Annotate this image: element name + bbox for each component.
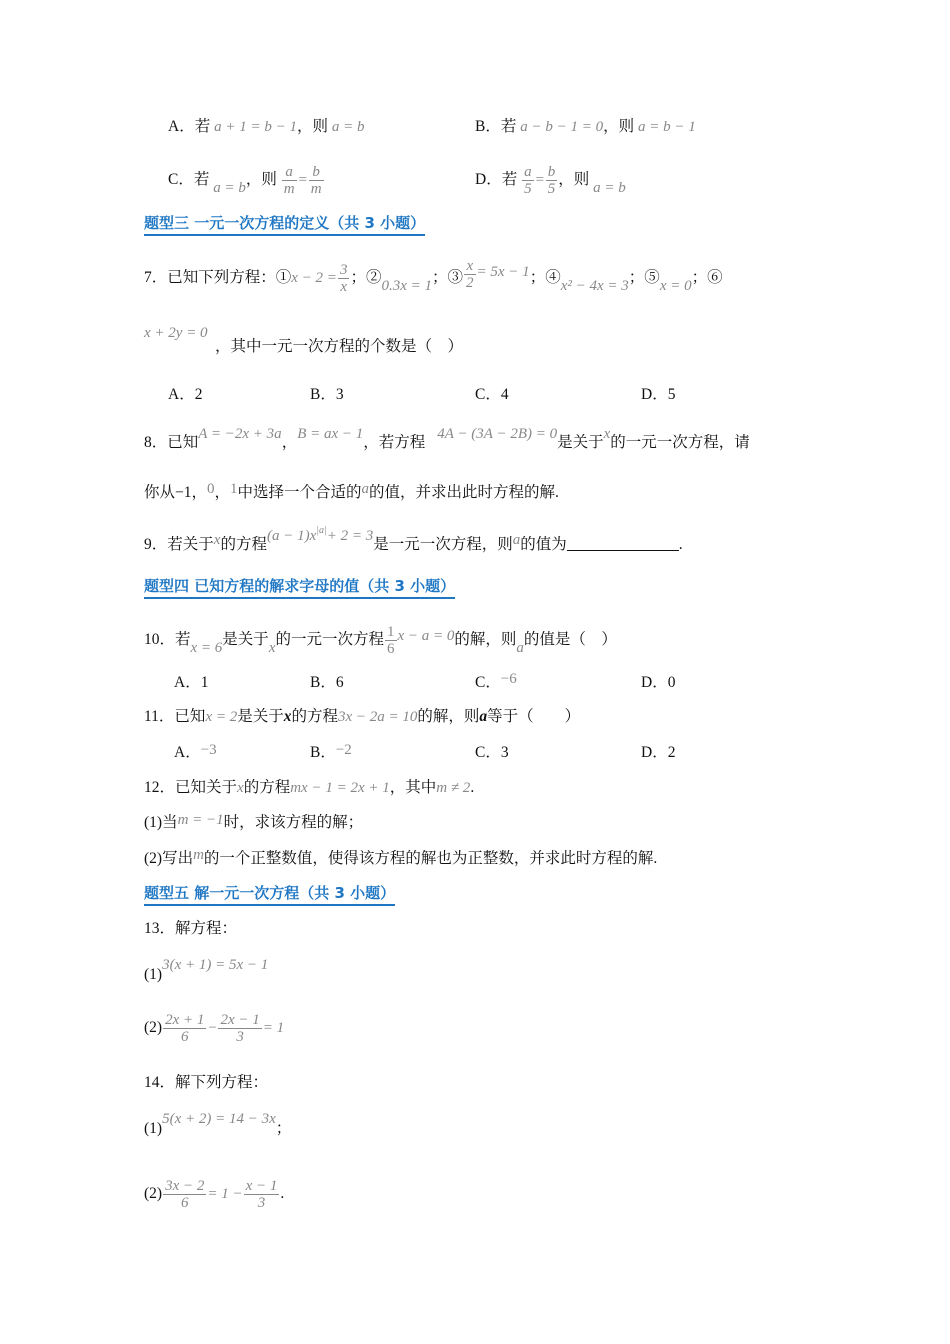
question-13-part-1: [144, 957, 269, 986]
math: 5(x + 2) = 14 − 3x: [162, 1111, 276, 1127]
math: x: [603, 426, 611, 442]
q6-option-a[interactable]: [168, 116, 364, 138]
math: x − a = 0: [397, 628, 455, 645]
text: 的方程: [243, 779, 291, 796]
option-label: D．: [475, 171, 502, 189]
text: ，则: [558, 171, 590, 189]
text: (2): [144, 1019, 163, 1037]
text: 12．已知关于: [144, 779, 238, 796]
separator: ；: [691, 269, 708, 287]
fraction-3-over-x: [338, 262, 350, 295]
option-label: B．: [310, 744, 336, 761]
option-label: A．: [174, 674, 201, 691]
q11-option-c[interactable]: [475, 742, 509, 764]
math: 1: [230, 481, 238, 497]
math: (a − 1)x: [266, 528, 317, 545]
math: 3(x + 1) = 5x − 1: [162, 957, 269, 973]
question-text: 7．已知下列方程：: [144, 269, 276, 287]
fraction-b-over-m: [309, 164, 324, 197]
text: 中选择一个合适的: [237, 484, 362, 501]
math-equation: a − b − 1 = 0: [520, 119, 604, 135]
separator: ；: [432, 269, 448, 287]
denominator: m: [283, 181, 295, 197]
q10-option-c[interactable]: [475, 672, 517, 694]
text: ；: [275, 1120, 292, 1137]
option-label: D．: [641, 744, 668, 761]
text: .: [280, 1185, 285, 1203]
math: x = 2: [205, 709, 238, 725]
text: (1)当: [144, 814, 178, 831]
numerator: 2x + 1: [165, 1012, 205, 1028]
q10-option-d[interactable]: [641, 672, 675, 694]
denominator: 5: [524, 181, 532, 197]
text: 时，求该方程的解；: [223, 814, 364, 831]
equals: =: [534, 172, 545, 189]
fraction-2x-plus-1-over-6: [163, 1012, 206, 1045]
question-9: [144, 525, 683, 556]
option-label: C．: [168, 171, 194, 189]
circled-6: ⑥: [707, 269, 723, 287]
text: 的值，并求出此时方程的解.: [369, 484, 559, 501]
math: 3x − 2a = 10: [338, 709, 418, 725]
math-bold: a: [479, 708, 488, 725]
math: x = 6: [190, 640, 223, 657]
option-value: 1: [200, 674, 209, 691]
text: 9．若关于: [144, 536, 214, 554]
numerator: 3: [339, 262, 348, 278]
equals: =: [297, 172, 308, 189]
math: B = ax − 1: [297, 426, 364, 442]
math: a: [512, 532, 521, 549]
question-12-part-2: [144, 848, 657, 870]
question-13-part-2: [144, 1012, 284, 1045]
text: 是关于: [237, 708, 284, 725]
option-label: A．: [168, 118, 195, 135]
math: A = −2x + 3a: [198, 426, 282, 442]
math: = 1: [262, 1020, 285, 1037]
numerator: x: [464, 258, 476, 275]
math: = 5x − 1: [476, 264, 530, 281]
text: ，则: [603, 118, 635, 135]
text: ，: [281, 434, 298, 451]
math: m ≠ 2: [436, 780, 471, 796]
question-12: [144, 777, 474, 799]
text: 的值为: [520, 536, 567, 554]
text: 你从−1，: [144, 484, 207, 501]
option-value: 3: [500, 744, 509, 761]
option-value: 2: [667, 744, 676, 761]
math-result: a = b − 1: [638, 119, 696, 135]
text: 的值是（ ）: [523, 631, 617, 649]
q11-option-b[interactable]: [310, 742, 352, 764]
question-11: [144, 706, 580, 728]
math: = 1 −: [207, 1186, 243, 1203]
math: x + 2y = 0: [144, 325, 208, 341]
text: 若: [193, 171, 210, 189]
option-value: −6: [500, 671, 517, 687]
denominator: 6: [180, 1195, 189, 1211]
text: 的解，则: [454, 631, 517, 649]
denominator: 6: [180, 1029, 189, 1045]
math: m = −1: [177, 812, 224, 828]
q6-option-c[interactable]: [168, 164, 325, 197]
denominator: 2: [466, 275, 474, 291]
q7-option-b[interactable]: B．3: [310, 386, 344, 403]
question-8: [144, 426, 750, 454]
math: 4A − (3A − 2B) = 0: [437, 426, 558, 442]
question-10: [144, 624, 617, 657]
denominator: 3: [257, 1195, 266, 1211]
separator: ；: [628, 269, 645, 287]
text: ，则: [296, 118, 328, 135]
separator: ；: [350, 269, 366, 287]
q6-option-b[interactable]: [475, 116, 696, 138]
text: ，若方程: [363, 434, 426, 451]
math: a: [516, 640, 524, 657]
text: (2): [144, 1185, 163, 1203]
option-label: A．: [174, 744, 201, 761]
option-label: C．: [475, 674, 501, 691]
math: m: [193, 847, 204, 863]
text: 是关于: [557, 434, 604, 451]
option-value: 0: [667, 674, 676, 691]
fraction-a-over-m: [282, 164, 297, 197]
numerator: a: [524, 164, 532, 180]
text: (1): [144, 966, 163, 983]
option-label: B．: [475, 118, 501, 135]
q7-eq6: [144, 322, 208, 344]
math-result: a = b: [331, 119, 365, 135]
math: x = 0: [659, 278, 692, 295]
text: .: [470, 779, 475, 796]
q7-option-d[interactable]: D．5: [641, 386, 676, 403]
math: x: [213, 532, 221, 549]
q7-option-c[interactable]: C．4: [475, 386, 509, 403]
option-value: 6: [335, 674, 344, 691]
circled-2: ②: [365, 269, 382, 287]
text: ，: [214, 484, 231, 501]
circled-4: ④: [545, 269, 561, 287]
text: ，其中: [389, 779, 437, 796]
numerator: 1: [387, 624, 395, 640]
math: a: [361, 481, 370, 497]
text: 的一元一次方程: [275, 631, 384, 649]
denominator: x: [340, 279, 348, 295]
text: 的一元一次方程，请: [610, 434, 750, 451]
fraction-2x-minus-1-over-3: [218, 1012, 261, 1045]
q6-option-d[interactable]: [475, 164, 626, 197]
fraction-a-over-5: [522, 164, 534, 197]
question-14: 14．解下列方程：: [144, 1074, 269, 1091]
numerator: 2x − 1: [220, 1012, 260, 1028]
text: 11．已知: [144, 708, 206, 725]
fraction-x-minus-1-over-3: [244, 1178, 280, 1211]
question-13: 13．解方程：: [144, 920, 238, 937]
q10-option-a[interactable]: [174, 672, 208, 694]
text: 的方程: [220, 536, 267, 554]
question-14-part-1: [144, 1111, 292, 1140]
denominator: 5: [547, 181, 556, 197]
fraction-1-over-6: [385, 624, 397, 657]
q7-option-a[interactable]: A．2: [168, 386, 203, 403]
text: (1): [144, 1120, 163, 1137]
q7-tail: ，其中一元一次方程的个数是（ ）: [215, 338, 464, 355]
minus: −: [207, 1020, 218, 1037]
text: (2)写出: [144, 850, 194, 867]
question-7: [144, 258, 723, 295]
denominator: 6: [387, 641, 395, 657]
text: 若: [500, 118, 517, 135]
option-label: C．: [475, 744, 501, 761]
circled-5: ⑤: [644, 269, 660, 287]
separator: ；: [529, 269, 546, 287]
fraction-x-over-2: [464, 258, 476, 291]
math-bold: x: [283, 708, 292, 725]
math: x: [268, 640, 276, 657]
q10-option-b[interactable]: [310, 672, 344, 694]
text: 8．已知: [144, 434, 199, 451]
section-heading-3: 题型三 一元一次方程的定义（共 3 小题）: [144, 213, 425, 236]
text: 若: [194, 118, 211, 135]
math: 0: [207, 481, 215, 497]
question-8-line2: [144, 482, 559, 504]
text: 的方程: [291, 708, 338, 725]
text: 若: [501, 171, 518, 189]
math: mx − 1 = 2x + 1: [290, 780, 390, 796]
text: ，则: [245, 171, 277, 189]
text: 的解，则: [417, 708, 480, 725]
numerator: 3x − 2: [165, 1178, 205, 1194]
fraction-3x-minus-2-over-6: [163, 1178, 206, 1211]
denominator: m: [310, 181, 322, 197]
text: .: [678, 536, 683, 554]
text: 等于（ ）: [487, 708, 581, 725]
denominator: 3: [236, 1029, 244, 1045]
answer-blank[interactable]: [567, 536, 679, 551]
text: 是一元一次方程，则: [373, 536, 513, 554]
section-heading-5: 题型五 解一元一次方程（共 3 小题）: [144, 883, 395, 906]
q11-option-d[interactable]: [641, 742, 675, 764]
text: 的一个正整数值，使得该方程的解也为正整数，并求此时方程的解.: [203, 850, 658, 867]
numerator: b: [309, 164, 324, 181]
option-label: D．: [641, 674, 668, 691]
question-12-part-1: [144, 812, 363, 834]
circled-1: ①: [275, 269, 292, 287]
math: 0.3x = 1: [381, 278, 432, 295]
math: x − 2 =: [291, 270, 337, 287]
text: 10．若: [144, 631, 191, 649]
math: + 2 = 3: [326, 528, 374, 545]
circled-3: ③: [447, 269, 464, 287]
numerator: b: [547, 164, 556, 180]
math-equation: a + 1 = b − 1: [214, 119, 297, 135]
numerator: x − 1: [245, 1178, 278, 1194]
q11-option-a[interactable]: [174, 742, 217, 764]
option-label: B．: [310, 674, 336, 691]
math: x: [237, 780, 244, 796]
text: 是关于: [222, 631, 269, 649]
math-result: a = b: [593, 180, 626, 197]
math: x² − 4x = 3: [560, 278, 629, 295]
exponent: |a|: [316, 525, 327, 536]
section-heading-4: 题型四 已知方程的解求字母的值（共 3 小题）: [144, 576, 455, 599]
numerator: a: [282, 164, 297, 181]
option-value: −2: [335, 742, 352, 758]
option-value: −3: [200, 742, 217, 758]
question-14-part-2: [144, 1178, 284, 1211]
math-equation: a = b: [213, 180, 246, 197]
fraction-b-over-5: [546, 164, 558, 197]
